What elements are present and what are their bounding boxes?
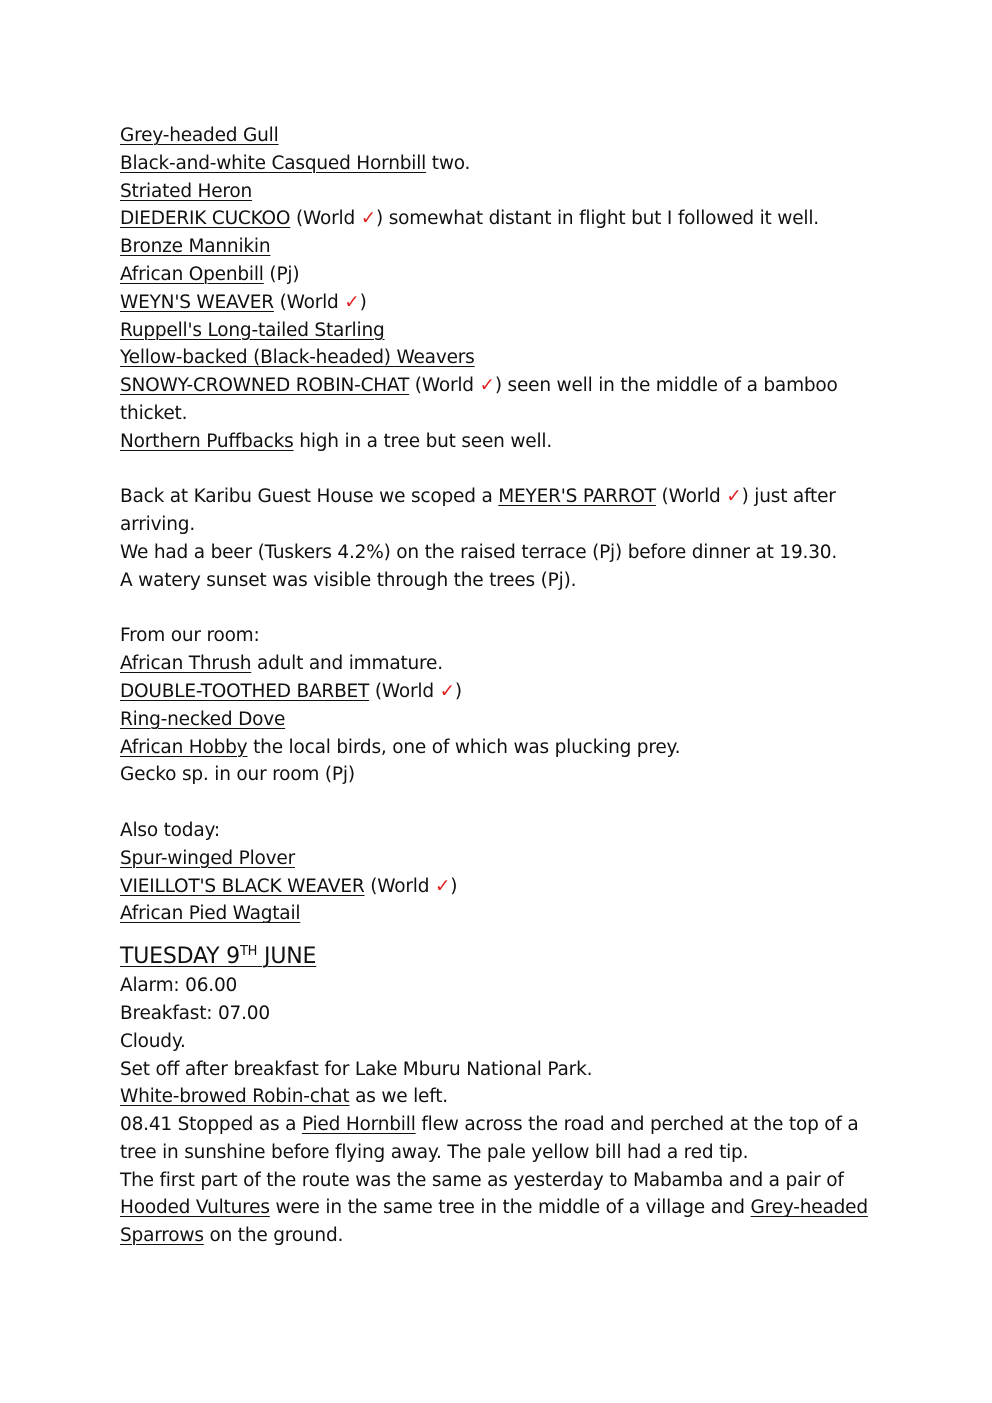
species-name: Northern Puffbacks <box>120 430 294 452</box>
world-label: (World <box>409 375 480 397</box>
sighting-line <box>120 289 880 317</box>
paragraph-spacer <box>120 789 880 817</box>
checkmark-icon: ✓ <box>360 208 376 230</box>
sighting-line <box>120 706 880 734</box>
world-label: (World <box>369 680 440 702</box>
species-name: DOUBLE-TOOTHED BARBET <box>120 680 370 702</box>
paragraph <box>120 483 880 539</box>
world-label: (World <box>290 208 361 230</box>
sighting-note: ) somewhat distant in flight but I followed it well. <box>376 208 819 230</box>
sighting-line <box>120 650 880 678</box>
sighting-line <box>120 734 880 762</box>
sighting-line <box>120 122 880 150</box>
paragraph: We had a beer (Tuskers 4.2%) on the raised terrace (Pj) before dinner at 19.30. <box>120 541 838 563</box>
species-name: MEYER'S PARROT <box>498 486 656 508</box>
sighting-line: Gecko sp. in our room (Pj) <box>120 764 355 786</box>
species-name: Ruppell's Long-tailed Starling <box>120 319 385 341</box>
document-body <box>120 122 880 1250</box>
sighting-line <box>120 845 880 873</box>
paragraph-spacer <box>120 595 880 623</box>
narrative-text: ) just after arriving. <box>120 486 836 536</box>
sighting-line <box>120 233 880 261</box>
checkmark-icon: ✓ <box>434 875 451 897</box>
checkmark-icon: ✓ <box>439 680 455 702</box>
world-label: (World <box>364 875 435 897</box>
species-name: African Pied Wagtail <box>120 903 301 925</box>
sighting-line <box>120 873 880 901</box>
paragraph: Set off after breakfast for Lake Mburu National Park. <box>120 1058 593 1080</box>
section-intro: From our room: <box>120 625 260 647</box>
day-heading <box>120 942 880 972</box>
narrative-text: 08.41 Stopped as a <box>120 1114 302 1136</box>
sighting-note: two. <box>426 152 471 174</box>
species-name: African Openbill <box>120 263 264 285</box>
narrative-text: on the ground. <box>203 1225 344 1247</box>
sighting-note: ) seen well in the middle of a bamboo thicket. <box>120 375 838 424</box>
sighting-note: as we left. <box>349 1086 448 1108</box>
world-label: (World <box>273 291 345 313</box>
species-name: Yellow-backed (Black-headed) Weavers <box>120 347 475 369</box>
species-name: Pied Hornbill <box>301 1114 416 1136</box>
species-name: White-browed Robin-chat <box>120 1086 350 1108</box>
section-intro: Also today: <box>120 819 220 841</box>
species-name: WEYN'S WEAVER <box>120 291 274 313</box>
paragraph <box>120 1167 880 1250</box>
sighting-line <box>120 261 880 289</box>
sighting-line <box>120 428 880 456</box>
species-name: VIEILLOT'S BLACK WEAVER <box>120 875 365 897</box>
species-name: Bronze Mannikin <box>120 236 271 258</box>
narrative-text: The first part of the route was the same as yesterday to Mabamba and a pair of <box>120 1169 844 1191</box>
paragraph: A watery sunset was visible through the trees (Pj). <box>120 569 577 591</box>
species-name: Ring-necked Dove <box>120 708 286 730</box>
species-name: African Thrush <box>120 653 252 675</box>
species-name: Striated Heron <box>120 180 253 202</box>
sighting-line <box>120 678 880 706</box>
species-name: Spur-winged Plover <box>120 847 296 869</box>
species-name: SNOWY-CROWNED ROBIN-CHAT <box>120 375 410 397</box>
sighting-note: ) <box>454 680 462 702</box>
species-name: African Hobby <box>120 736 248 758</box>
sighting-line <box>120 1083 880 1111</box>
checkmark-icon: ✓ <box>726 486 742 508</box>
sighting-line <box>120 178 880 206</box>
sighting-line <box>120 344 880 372</box>
world-label: (World <box>655 486 727 508</box>
species-name: Black-and-white Casqued Hornbill <box>120 152 427 174</box>
paragraph-spacer <box>120 456 880 484</box>
alarm-time: Alarm: 06.00 <box>120 975 238 997</box>
sighting-line <box>120 900 880 928</box>
species-name: DIEDERIK CUCKOO <box>120 208 291 230</box>
paragraph <box>120 1111 880 1167</box>
day-heading-month: JUNE <box>257 944 317 970</box>
day-heading-text: TUESDAY 9 <box>120 944 240 970</box>
sighting-note: (Pj) <box>263 263 300 285</box>
sighting-note: adult and immature. <box>251 653 443 675</box>
day-heading-ordinal: TH <box>239 944 258 960</box>
sighting-note: ) <box>359 291 367 313</box>
sighting-note: high in a tree but seen well. <box>293 430 553 452</box>
sighting-line <box>120 317 880 345</box>
species-name: Grey-headed Sparrows <box>120 1197 868 1247</box>
breakfast-time: Breakfast: 07.00 <box>120 1002 270 1024</box>
sighting-note: ) <box>450 875 458 897</box>
narrative-text: flew across the road and perched at the top of a tree in sunshine before flying away. The pale yellow bill had a red tip. <box>120 1114 859 1163</box>
checkmark-icon: ✓ <box>344 291 360 313</box>
species-name: Grey-headed Gull <box>120 125 279 146</box>
weather-note: Cloudy. <box>120 1030 186 1052</box>
sighting-note: the local birds, one of which was plucking prey. <box>247 736 681 758</box>
sighting-line <box>120 205 880 233</box>
narrative-text: were in the same tree in the middle of a village and <box>269 1197 751 1219</box>
species-name: Hooded Vultures <box>120 1197 270 1219</box>
checkmark-icon: ✓ <box>479 375 495 397</box>
sighting-line <box>120 150 880 178</box>
sighting-line <box>120 372 880 428</box>
narrative-text: Back at Karibu Guest House we scoped a <box>120 486 499 508</box>
